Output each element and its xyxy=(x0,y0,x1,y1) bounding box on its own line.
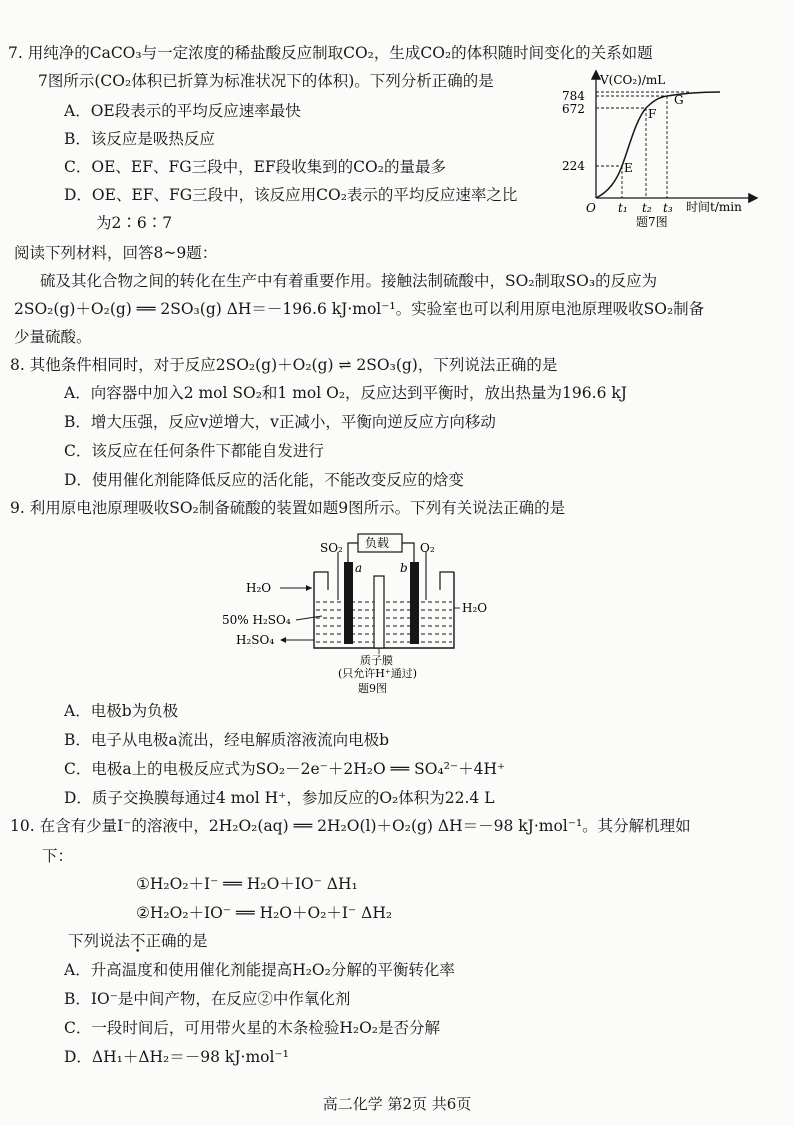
origin-label: O xyxy=(586,201,596,215)
q10-option-c: C．一段时间后，可用带火星的木条检验H₂O₂是否分解 xyxy=(64,1019,441,1037)
q8-stem: 8. 其他条件相同时，对于反应2SO₂(g)＋O₂(g) ⇌ 2SO₃(g)，下列说法正确的是 xyxy=(10,356,558,374)
q10-option-a: A．升高温度和使用催化剂能提高H₂O₂分解的平衡转化率 xyxy=(64,961,455,979)
so2-inlet-label: SO₂ xyxy=(320,541,343,555)
q10-mechanism-step2: ②H₂O₂＋IO⁻ ══ H₂O＋O₂＋I⁻ ΔH₂ xyxy=(136,904,393,922)
q7-option-c: C．OE、EF、FG三段中，EF段收集到的CO₂的量最多 xyxy=(64,158,446,176)
electrode-a-label: a xyxy=(355,561,363,575)
page-footer: 高二化学 第2页 共6页 xyxy=(322,1095,472,1113)
o2-inlet-label: O₂ xyxy=(420,541,435,555)
q10-option-b: B．IO⁻是中间产物，在反应②中作氧化剂 xyxy=(64,990,351,1008)
dilute-acid-label: 50% H₂SO₄ xyxy=(222,613,291,627)
water-inlet-label: H₂O xyxy=(246,581,272,595)
figure-9-caption: 题9图 xyxy=(358,682,387,695)
point-g-label: G xyxy=(674,93,684,107)
y-tick-784: 784 xyxy=(562,89,585,103)
q7-option-d-line2: 为2∶6∶7 xyxy=(96,214,173,232)
q8-option-d: D．使用催化剂能降低反应的活化能，不能改变反应的焓变 xyxy=(64,471,464,489)
q9-option-c: C．电极a上的电极反应式为SO₂－2e⁻＋2H₂O ══ SO₄²⁻＋4H⁺ xyxy=(64,760,506,778)
q7-stem-line2: 7图所示(CO₂体积已折算为标准状况下的体积)。下列分析正确的是 xyxy=(38,72,494,90)
q9-option-d: D．质子交换膜每通过4 mol H⁺，参加反应的O₂体积为22.4 L xyxy=(64,789,495,807)
q10-option-d: D．ΔH₁＋ΔH₂＝－98 kJ·mol⁻¹ xyxy=(64,1048,289,1066)
proton-membrane xyxy=(374,576,384,648)
electrode-b xyxy=(410,562,419,644)
figure-7-caption: 题7图 xyxy=(636,215,668,229)
q7-option-d-line1: D．OE、EF、FG三段中，该反应用CO₂表示的平均反应速率之比 xyxy=(64,186,518,204)
q8-option-a: A．向容器中加入2 mol SO₂和1 mol O₂，反应达到平衡时，放出热量为196.6 kJ xyxy=(64,384,627,402)
y-tick-224: 224 xyxy=(562,159,585,173)
x-tick-t2: t₂ xyxy=(642,201,652,215)
material-intro-heading: 阅读下列材料，回答8~9题： xyxy=(14,244,218,262)
volume-curve xyxy=(596,92,720,198)
q9-option-b: B．电子从电极a流出，经电解质溶液流向电极b xyxy=(64,731,390,749)
q10-question-prompt xyxy=(68,930,208,952)
membrane-label: 质子膜 xyxy=(360,654,393,667)
q8-option-b: B．增大压强，反应v逆增大，v正减小，平衡向逆反应方向移动 xyxy=(64,413,496,431)
q10-mechanism-step1: ①H₂O₂＋I⁻ ══ H₂O＋IO⁻ ΔH₁ xyxy=(136,875,358,893)
q7-stem-line1: 7. 用纯净的CaCO₃与一定浓度的稀盐酸反应制取CO₂，生成CO₂的体积随时间变化的关系如题 xyxy=(8,44,653,62)
point-e-label: E xyxy=(624,161,633,175)
load-label: 负载 xyxy=(365,536,390,550)
point-f-label: F xyxy=(648,107,657,121)
q10-prompt-emphasis: 不 xyxy=(130,932,146,950)
material-paragraph-line1: 硫及其化合物之间的转化在生产中有着重要作用。接触法制硫酸中，SO₂制取SO₃的反应为 xyxy=(40,272,658,290)
membrane-note: (只允许H⁺通过) xyxy=(338,667,417,680)
q7-option-a: A．OE段表示的平均反应速率最快 xyxy=(64,102,301,120)
x-tick-t3: t₃ xyxy=(663,201,673,215)
figure-9-cell-diagram xyxy=(222,530,512,695)
y-axis-label: V(CO₂)/mL xyxy=(600,73,666,87)
q10-prompt-prefix: 下列说法 xyxy=(68,932,131,950)
electrode-a xyxy=(344,562,353,644)
figure-7-volume-time-graph xyxy=(560,62,770,232)
q10-stem-line1: 10. 在含有少量I⁻的溶液中，2H₂O₂(aq) ══ 2H₂O(l)＋O₂(g) ΔH＝－98 kJ·mol⁻¹。其分解机理如 xyxy=(10,817,691,835)
x-axis-label: 时间t/min xyxy=(686,200,742,214)
material-paragraph-line3: 少量硫酸。 xyxy=(14,328,92,346)
x-tick-t1: t₁ xyxy=(618,201,628,215)
q10-stem-line2: 下： xyxy=(42,847,74,865)
electrode-b-label: b xyxy=(400,561,408,575)
water-outlet-label: H₂O xyxy=(462,601,488,615)
q9-option-a: A．电极b为负极 xyxy=(64,702,179,720)
q7-option-b: B．该反应是吸热反应 xyxy=(64,130,215,148)
y-tick-672: 672 xyxy=(562,102,585,116)
q10-prompt-suffix: 正确的是 xyxy=(145,932,208,950)
acid-outlet-label: H₂SO₄ xyxy=(236,633,275,647)
q9-stem: 9. 利用原电池原理吸收SO₂制备硫酸的装置如题9图所示。下列有关说法正确的是 xyxy=(10,499,566,517)
material-paragraph-line2: 2SO₂(g)＋O₂(g) ══ 2SO₃(g) ΔH＝－196.6 kJ·mol⁻¹。实验室也可以利用原电池原理吸收SO₂制备 xyxy=(14,300,705,318)
q8-option-c: C．该反应在任何条件下都能自发进行 xyxy=(64,442,324,460)
